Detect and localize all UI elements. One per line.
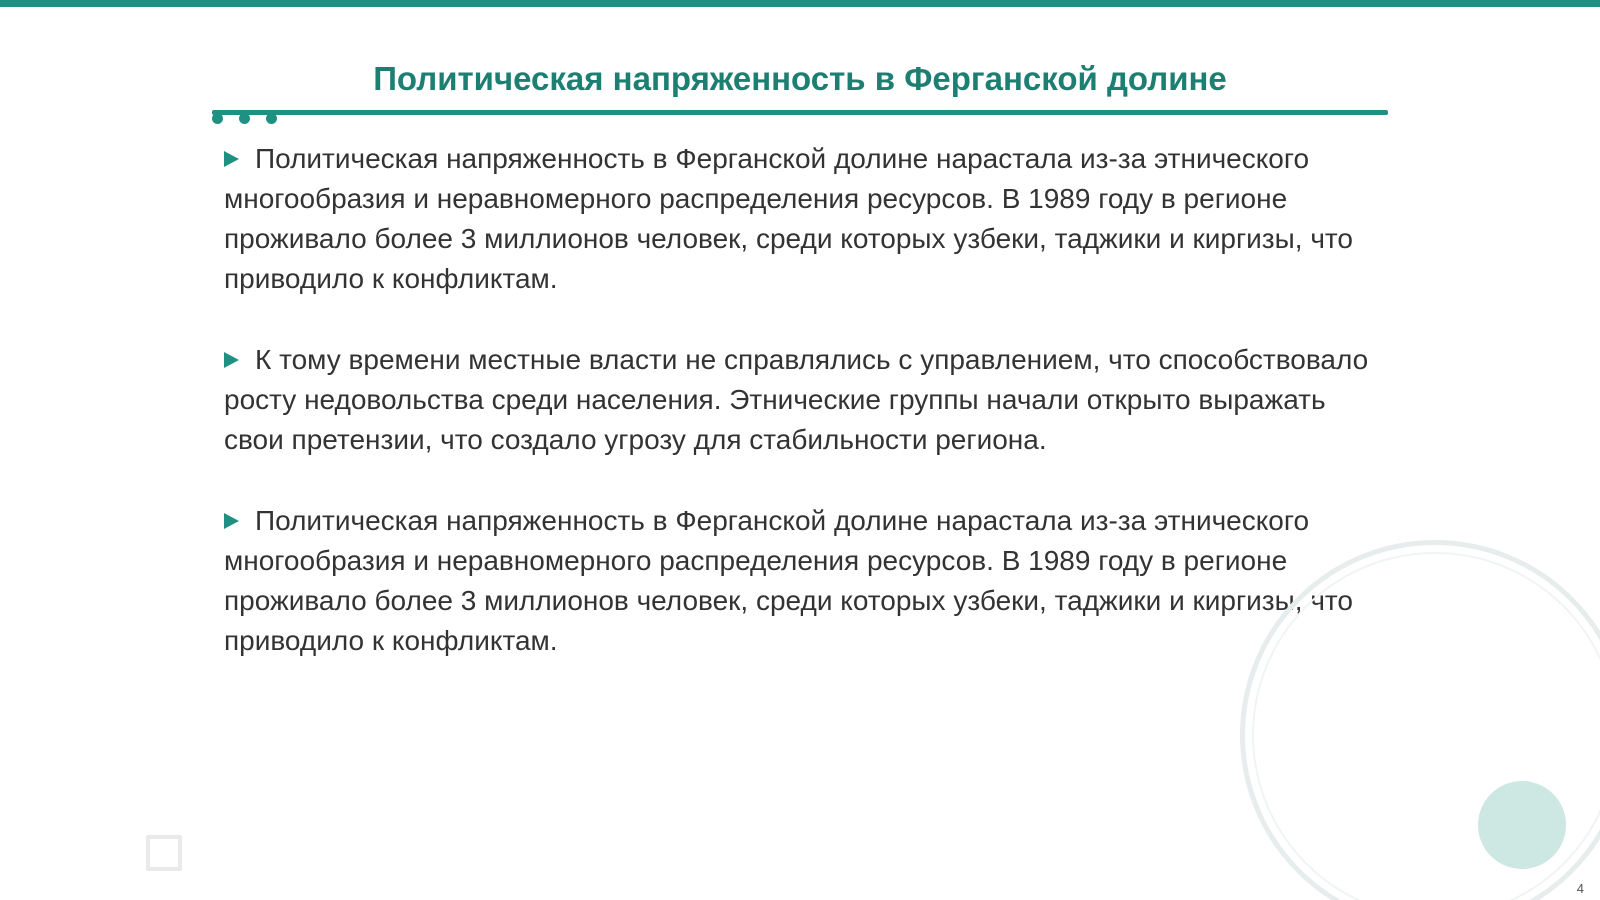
bullet-list	[224, 139, 1374, 702]
triangle-right-icon	[224, 513, 239, 529]
page-number: 4	[1576, 881, 1584, 896]
bullet-text: К тому времени местные власти не справлялись с управлением, что способствовало росту недовольства среди населения. Этнические группы начали открыто выражать свои претензии, что создало угрозу для стабильности региона.	[224, 344, 1369, 455]
top-accent-bar	[0, 0, 1600, 7]
bullet-item	[224, 340, 1374, 460]
bullet-item	[224, 501, 1374, 661]
decoration-dot	[239, 113, 250, 124]
triangle-right-icon	[224, 352, 239, 368]
title-dots-decoration	[212, 113, 282, 125]
bullet-text: Политическая напряженность в Ферганской долине нарастала из-за этнического многообразия и неравномерного распределения ресурсов. В 1989 году в регионе проживало более 3 миллионов человек, среди которых узбеки, таджики и киргизы, что приводило к конфликтам.	[224, 143, 1353, 294]
triangle-right-icon	[224, 151, 239, 167]
title-underline	[212, 110, 1388, 115]
decoration-dot	[212, 113, 223, 124]
slide-title: Политическая напряженность в Ферганской долине	[373, 60, 1227, 97]
bullet-text: Политическая напряженность в Ферганской долине нарастала из-за этнического многообразия и неравномерного распределения ресурсов. В 1989 году в регионе проживало более 3 миллионов человек, среди которых узбеки, таджики и киргизы, что приводило к конфликтам.	[224, 505, 1353, 656]
decoration-dot	[266, 113, 277, 124]
decorative-bubble	[1478, 781, 1566, 869]
decorative-square	[146, 835, 182, 871]
bullet-item	[224, 139, 1374, 299]
